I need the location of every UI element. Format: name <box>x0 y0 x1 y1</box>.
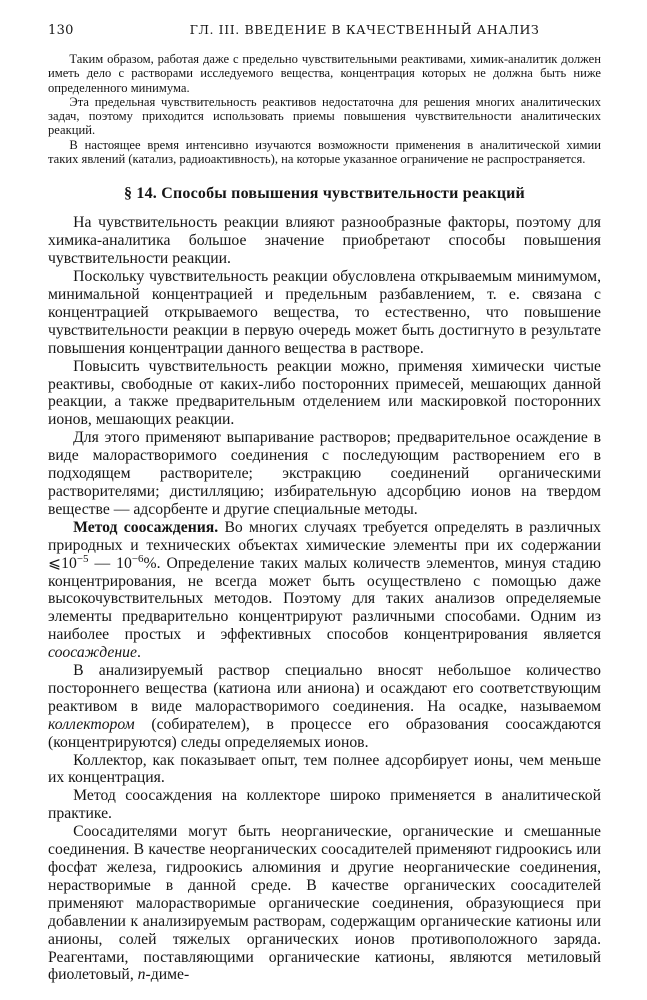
text-run: (собирателем), в процессе его образования соосаждаются (концентрируются) следы определяемых ионов. <box>48 715 601 751</box>
small-paragraph: В настоящее время интенсивно изучаются возможности применения в аналитической химии таких явлений (катализ, радиоактивность), на которые указанное ограничение не распространяется. <box>48 137 601 167</box>
main-text <box>48 214 601 984</box>
paragraph: Для этого применяют выпаривание растворов; предварительное осаждение в виде малорастворимого соединения с последующим растворением его в подходящем растворителе; экстракцию соединений органическими растворителями; дистилляцию; избирательную адсорбцию ионов на твердом веществе — адсорбенте и другие специальные методы. <box>48 429 601 518</box>
exponent: −5 <box>76 552 89 565</box>
paragraph-coprecipitation <box>48 519 601 662</box>
section-title: § 14. Способы повышения чувствительности реакций <box>124 185 525 203</box>
text-run: В анализируемый раствор специально вносят небольшое количество постороннего вещества (катиона или аниона) и осаждают его соответствующим реактивом в виде малорастворимого соединения. На осадке, называемом <box>48 662 601 715</box>
text-run: — 10 <box>88 554 132 572</box>
small-paragraph: Эта предельная чувствительность реактивов недостаточна для решения многих аналитических задач, поэтому приходится использовать приемы повышения чувствительности аналитических реакций. <box>48 94 601 138</box>
paragraph: Метод соосаждения на коллекторе широко применяется в аналитической практике. <box>48 787 601 823</box>
italic-term: коллектором <box>48 715 135 733</box>
text-run: Во многих случаях требуется определять в различных природных и технических объектах химические элементы при их содержании ⩽10 <box>48 518 601 572</box>
paragraph <box>48 662 601 752</box>
italic-term: соосаждение <box>48 644 137 662</box>
running-title: ГЛ. III. ВВЕДЕНИЕ В КАЧЕСТВЕННЫЙ АНАЛИЗ <box>189 22 540 37</box>
paragraph: Поскольку чувствительность реакции обусловлена открываемым минимумом, минимальной концентрацией и предельным разбавлением, т. е. связана с концентрацией открываемого вещества, то естественно, что повышение чувствительности реакции в первую очередь может быть достигнуто в результате повышения концентрации данного вещества в растворе. <box>48 268 601 357</box>
small-print-block <box>48 52 601 166</box>
text-run: %. Определение таких малых количеств элементов, минуя стадию концентрирования, не всегда может быть осуществлено с помощью даже высокочувствительных методов. Поэтому для таких анализов определяемые элементы предварительно концентрируют различными способами. Одним из наиболее простых и эффективных способов концентрирования является <box>48 554 601 644</box>
paragraph <box>48 823 601 984</box>
italic-term: n <box>137 966 146 984</box>
run-in-heading: Метод соосаждения. <box>73 518 219 536</box>
page-number: 130 <box>48 23 74 38</box>
small-paragraph: Таким образом, работая даже с предельно чувствительными реактивами, химик-аналитик должен иметь дело с растворами исследуемого вещества, концентрация которых не должна быть ниже определенного минимума. <box>48 52 601 95</box>
paragraph: На чувствительность реакции влияют разнообразные факторы, поэтому для химика-аналитика большое значение приобретают способы повышения чувствительности реакции. <box>48 214 601 268</box>
text-run: . <box>136 644 141 662</box>
page-header <box>48 22 601 48</box>
paragraph: Коллектор, как показывает опыт, тем полнее адсорбирует ионы, чем меньше их концентрация. <box>48 751 601 787</box>
paragraph: Повысить чувствительность реакции можно, применяя химически чистые реактивы, свободные от каких-либо посторонних примесей, мешающих данной реакции, а также предварительным отделением или маскировкой посторонних ионов, мешающих реакции. <box>48 357 601 429</box>
text-run: -диме- <box>145 966 190 984</box>
text-run: Соосадителями могут быть неорганические, органические и смешанные соединения. В качестве неорганических соосадителей применяют гидроокись или фосфат железа, гидроокись алюминия и другие неорганические соединения, нерастворимые в данной среде. В качестве органических соосадителей применяют малорастворимые органические соединения, образующиеся при добавлении к анализируемым растворам, содержащим органические катионы или анионы, солей тяжелых органических ионов противоположного заряда. Реагентами, поставляющими органические катионы, являются метиловый фиолетовый, <box>48 823 601 984</box>
exponent: −6 <box>131 552 144 565</box>
